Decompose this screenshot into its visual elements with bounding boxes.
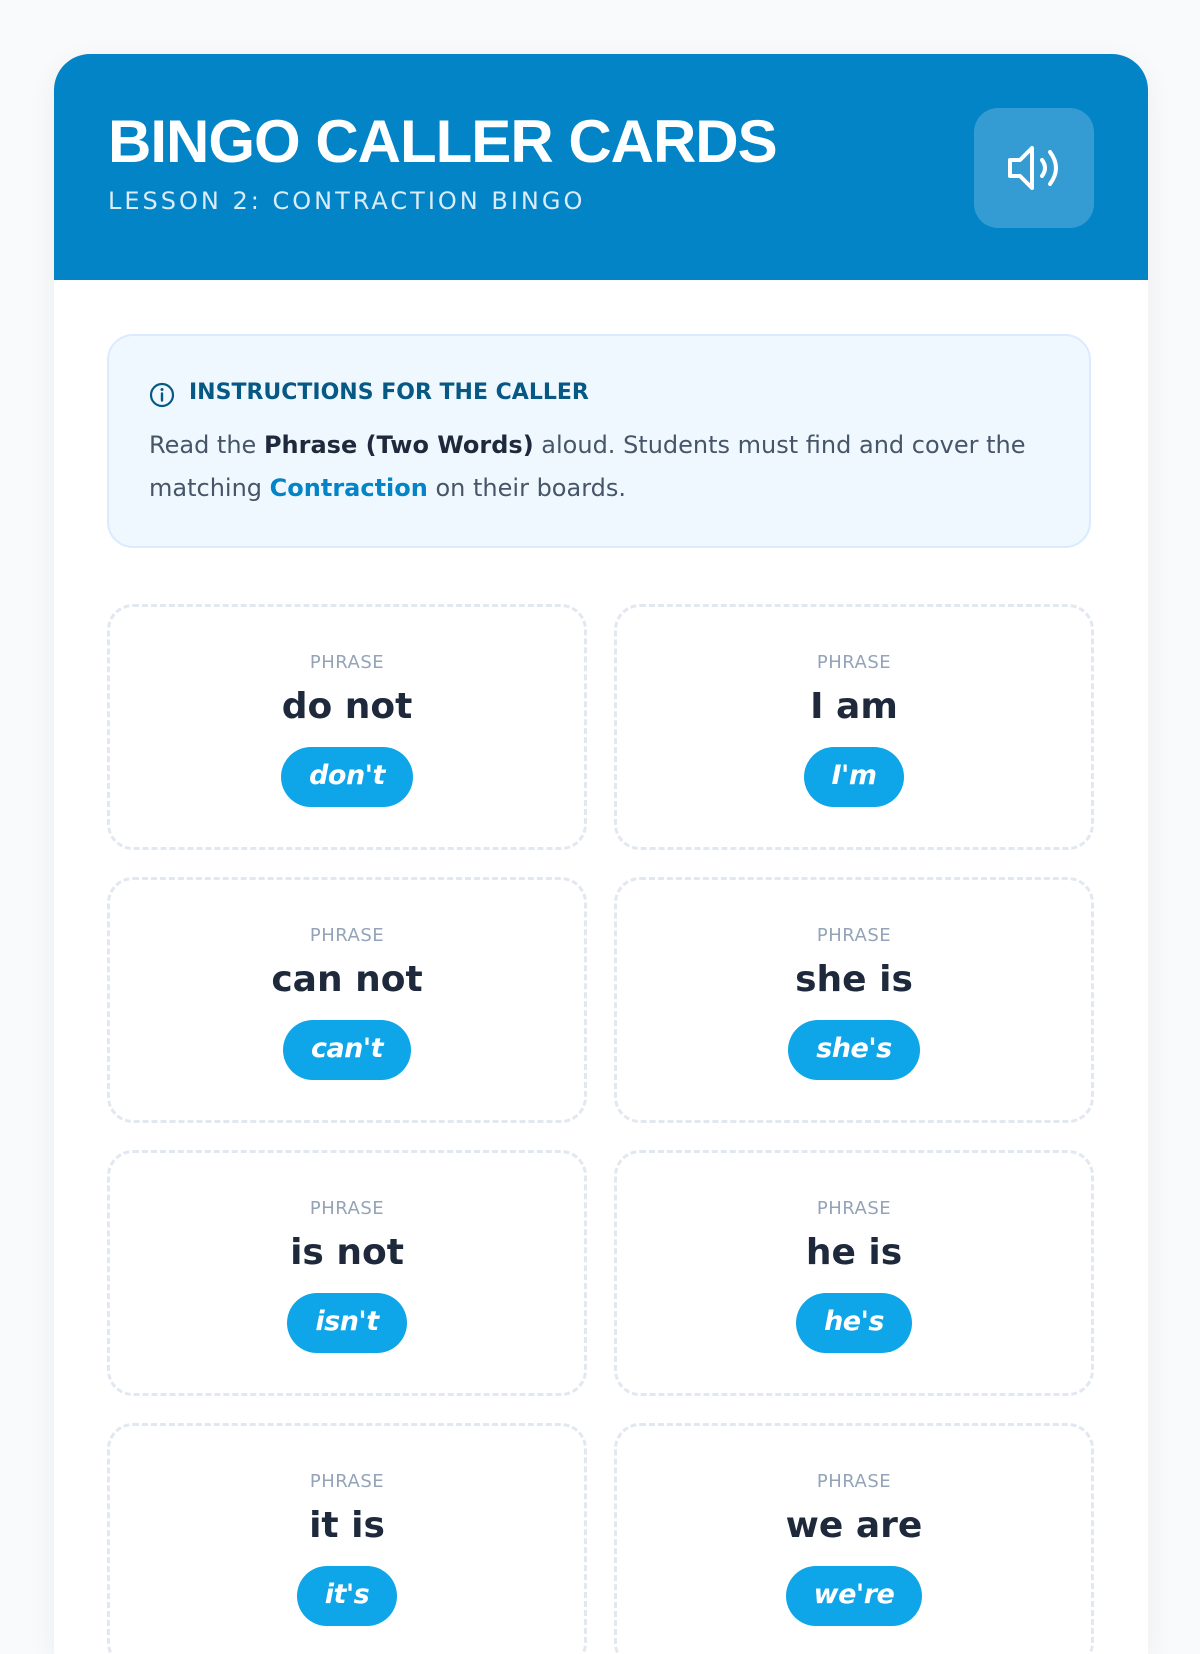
caller-card-panel (54, 54, 1148, 1654)
instructions-title: INSTRUCTIONS FOR THE CALLER (189, 380, 589, 405)
instructions-text-read: Read the (149, 431, 264, 459)
contraction-badge: don't (281, 747, 413, 807)
caller-card[interactable] (614, 604, 1094, 850)
instructions-contraction-emphasis: Contraction (269, 474, 428, 502)
instructions-box (107, 334, 1091, 548)
card-phrase: she is (795, 959, 913, 1000)
card-label: PHRASE (309, 1471, 385, 1492)
card-label: PHRASE (309, 652, 385, 673)
caller-card[interactable] (107, 1423, 587, 1654)
card-label: PHRASE (816, 1198, 892, 1219)
card-phrase: can not (271, 959, 423, 1000)
card-phrase: it is (309, 1505, 385, 1546)
header (54, 54, 1148, 280)
page-subtitle: LESSON 2: CONTRACTION BINGO (108, 187, 586, 215)
instructions-text-end: on their boards. (427, 474, 626, 502)
card-phrase: I am (810, 686, 898, 727)
card-label: PHRASE (816, 925, 892, 946)
contraction-badge: we're (786, 1566, 923, 1626)
card-phrase: do not (281, 686, 413, 727)
contraction-badge: she's (788, 1020, 919, 1080)
caller-card[interactable] (614, 1150, 1094, 1396)
contraction-badge: can't (283, 1020, 411, 1080)
instructions-text (149, 424, 1069, 510)
instructions-phrase-emphasis: Phrase (Two Words) (263, 431, 534, 459)
caller-card[interactable] (107, 1150, 587, 1396)
contraction-badge: he's (796, 1293, 912, 1353)
page-title: BINGO CALLER CARDS (108, 108, 777, 175)
speaker-icon (1002, 136, 1066, 200)
contraction-badge: isn't (287, 1293, 406, 1353)
card-phrase: is not (290, 1232, 404, 1273)
caller-card[interactable] (614, 1423, 1094, 1654)
card-phrase: he is (805, 1232, 903, 1273)
card-label: PHRASE (309, 925, 385, 946)
card-label: PHRASE (309, 1198, 385, 1219)
caller-card[interactable] (614, 877, 1094, 1123)
instructions-text-middle: aloud. Students must find and cover the matching (149, 431, 1026, 502)
caller-card[interactable] (107, 604, 587, 850)
contraction-badge: I'm (804, 747, 905, 807)
card-label: PHRASE (816, 652, 892, 673)
card-label: PHRASE (816, 1471, 892, 1492)
contraction-badge: it's (297, 1566, 398, 1626)
caller-card[interactable] (107, 877, 587, 1123)
sound-button[interactable] (974, 108, 1094, 228)
info-icon (149, 382, 175, 408)
card-phrase: we are (785, 1505, 923, 1546)
